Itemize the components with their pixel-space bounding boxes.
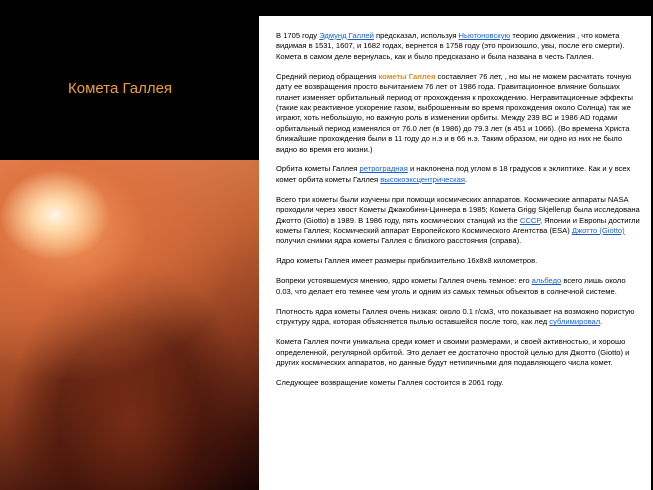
link-edmond-halley[interactable]: Эдмунд Галлей	[319, 31, 374, 40]
link-albedo[interactable]: альбедо	[531, 276, 562, 286]
link-retrograde[interactable]: ретроградная	[359, 164, 408, 174]
paragraph-uniqueness: Комета Галлея почти уникальна среди комет и своими размерами, и своей активностью, и хорошо определенной, регулярной орбитой. Это делает ее достаточно простой целью для Джотто (Giotto) и других космических аппаратов, но данные будут нетипичными для подавляющего числа комет.	[276, 337, 630, 367]
link-high-eccentricity[interactable]: высокоэксцентрическая	[380, 174, 465, 184]
page-title: Комета Галлея	[68, 80, 173, 97]
comet-nucleus-photo	[0, 160, 268, 490]
link-newtonian[interactable]: Ньютоновскую	[458, 31, 511, 40]
article-text-panel	[259, 16, 651, 490]
paragraph-prediction: В 1705 году Эдмунд Галлей предсказал, используя Ньютоновскую теорию движения , что комета видимая в 1531, 1607, и 1682 годах, вернется в 1758 году (это произошло, увы, после его смерти). Комета в самом деле вернулась, как и было предсказано и была названа в честь Галлея.	[276, 31, 625, 61]
link-giotto[interactable]: Джотто (Giotto)	[571, 226, 625, 236]
paragraph-albedo: Вопреки устоявшемуся мнению, ядро кометы Галлея очень темное: его альбедо всего лишь около 0.03, что делает его темнее чем уголь и одним из самых темных объектов в солнечной системе.	[276, 276, 626, 296]
paragraph-spacecraft: Всего три кометы были изучены при помощи космических аппаратов. Космические аппараты NASA проходили через хвост Кометы Джакобини-Циннера в 1985; Комета Grigg Skjellerup была исследована Джотто (Giotto) в 1989. В 1986 году, пять космических станций из the СССР, Японии и Европы достигли кометы Галлея; Космический аппарат Европейского Космического Агентства (ESA) Джотто (Giotto) получил снимки ядра кометы Галлея с близкого расстояния (справа).	[276, 194, 640, 246]
link-sublimation[interactable]: сублимировал	[549, 317, 601, 327]
paragraph-orbit: Орбита кометы Галлея ретроградная и наклонена под углом в 18 градусов к эклиптике. Как и у всех комет орбита кометы Галлея высокоэксцентрическая.	[276, 164, 631, 184]
highlight-halley-comet: кометы Галлея	[378, 71, 436, 81]
paragraph-period: Средний период обращения кометы Галлея составляет 76 лет, , но мы не можем расчитать точную дату ее возвращения просто вычитанием 76 лет от 1986 года. Гравитационное влияние больших планет изменяет орбитальный период от прохождения к прохождению. Негравитационные эффекты (такие как реактивное ускорение газом, выброшенным во время прохождения около Солнца) так же играют, хоть небольшую, но важную роль в изменении орбиты. Между 239 BC и 1986 AD годами орбитальный период изменялся от 76.0 лет (в 1986) до 79.3 лет (в 451 и 1066). (Во времена Христа ближайшие прохождения были в 11 году до н.э и в 66 н.э. Таким образом, ни одно из них не было видно во время его жизни.)	[276, 71, 633, 154]
paragraph-next-return: Следующее возвращение кометы Галлея состоится в 2061 году.	[276, 377, 504, 387]
paragraph-density: Плотность ядра кометы Галлея очень низкая: около 0.1 г/см3, что показывает на возможно пористую структуру ядра, которая объясняется пылью оставшейся после того, как лед сублимировал.	[276, 306, 635, 327]
paragraph-nucleus-size: Ядро кометы Галлея имеет размеры приблизительно 16x8x8 километров.	[276, 256, 538, 266]
link-ussr[interactable]: СССР	[519, 215, 540, 225]
